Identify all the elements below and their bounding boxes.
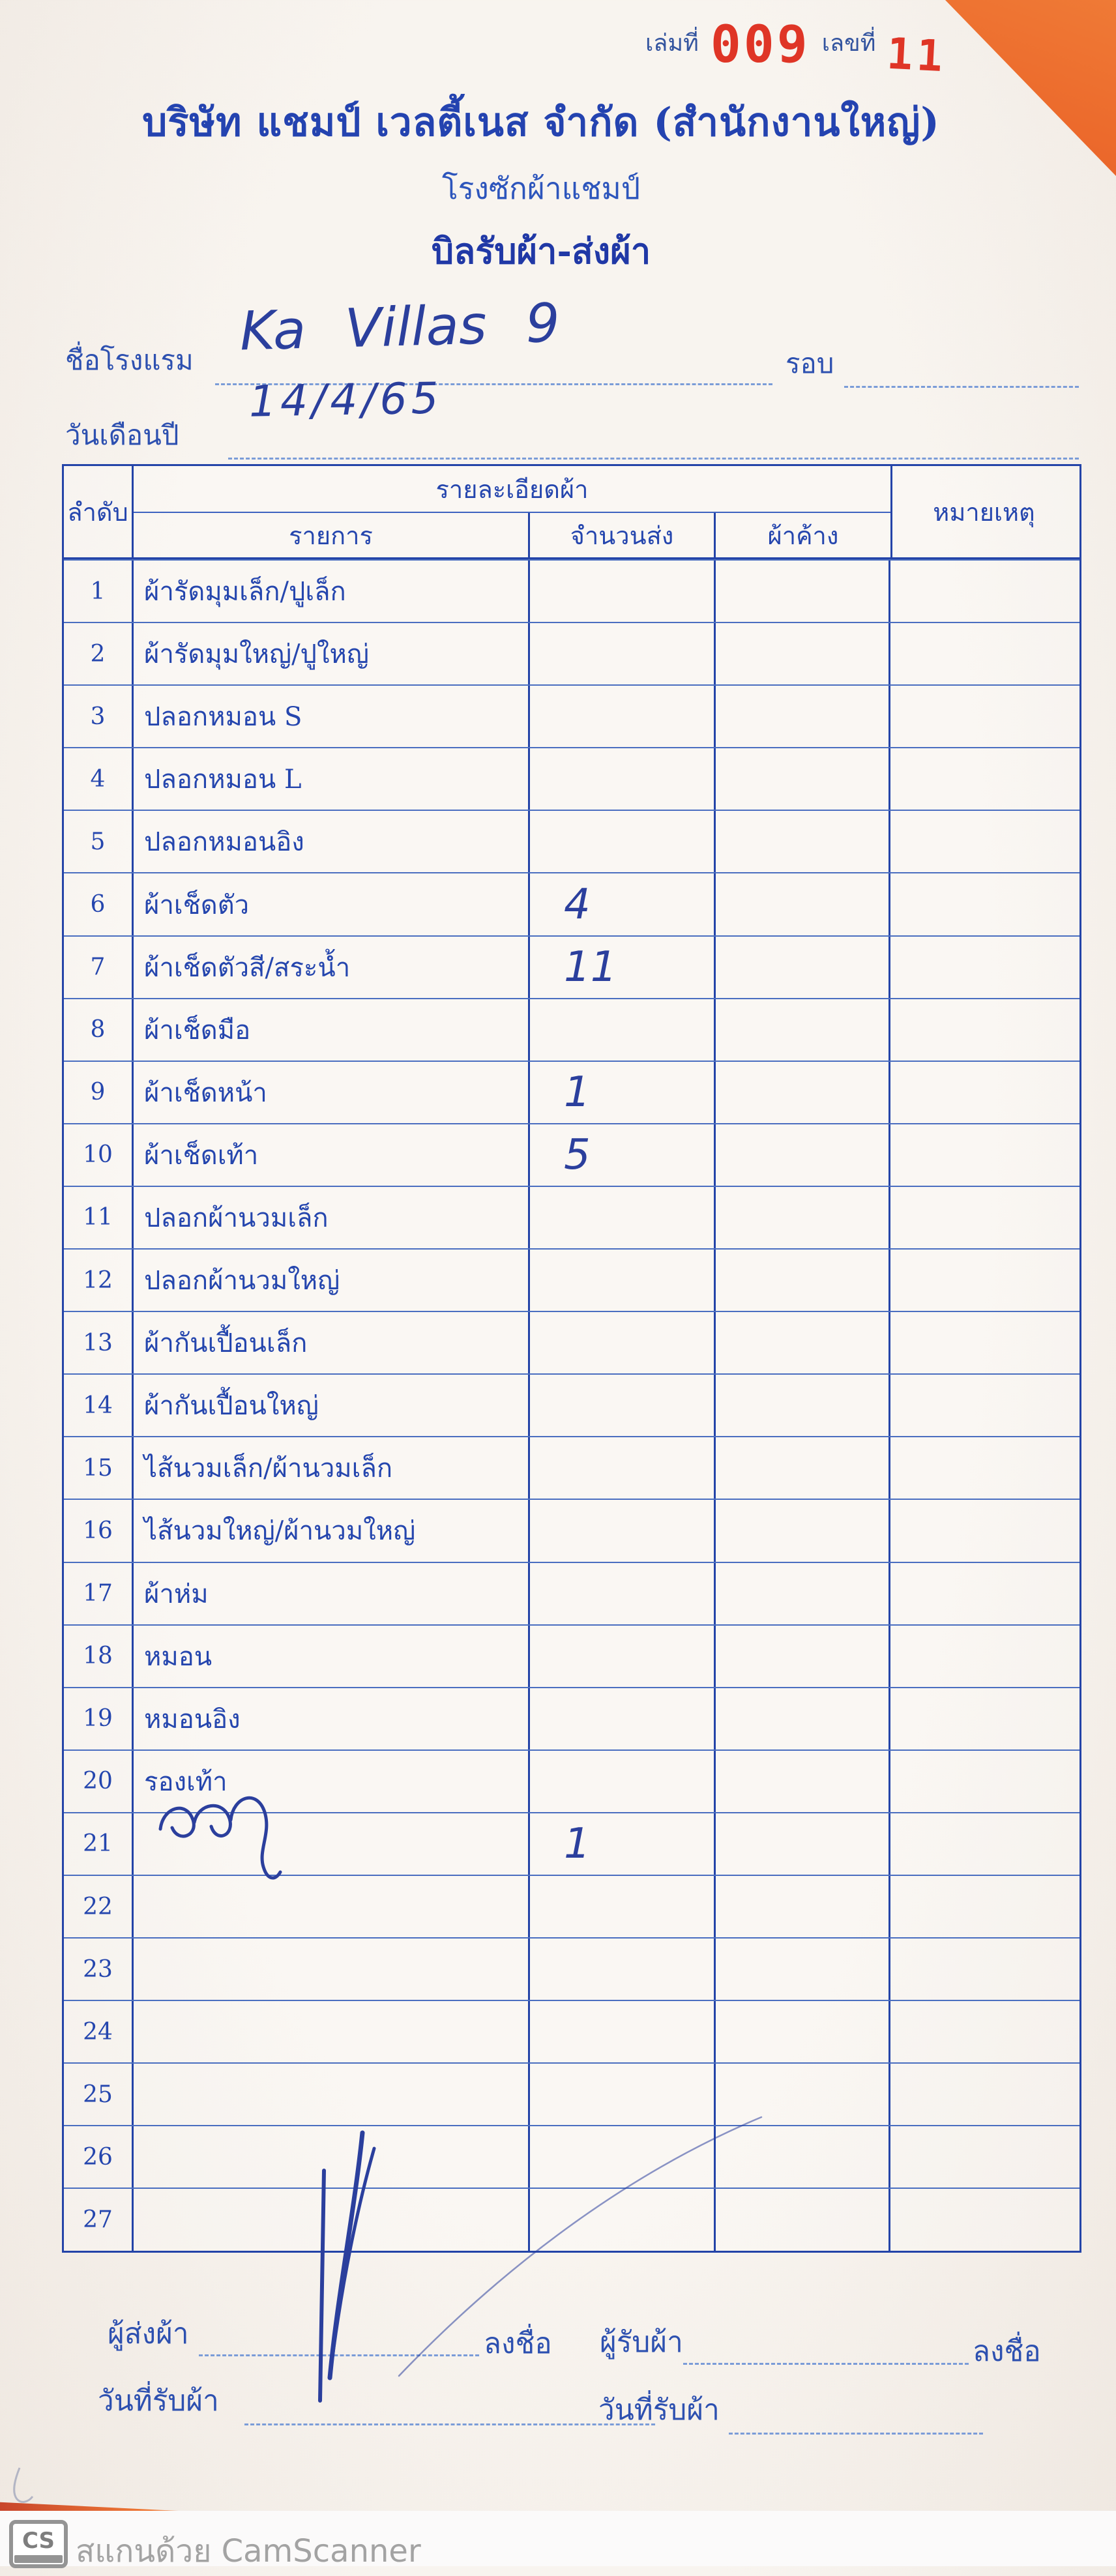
table-row <box>64 747 1079 810</box>
item-name: ผ้ารัดมุมใหญ่/ปูใหญ่ <box>134 623 530 684</box>
company-name: บริษัท แชมป์ เวลตี้เนส จำกัด (สำนักงานใหญ่) <box>142 100 940 145</box>
laundry-table <box>62 464 1081 2253</box>
camscanner-watermark-text: สแกนด้วย CamScanner <box>76 2533 421 2569</box>
pending-value <box>716 1939 890 2000</box>
table-body <box>64 559 1079 2251</box>
item-name <box>134 2001 530 2062</box>
row-number: 12 <box>64 1250 134 1311</box>
pending-value <box>716 1312 890 1373</box>
table-row <box>64 872 1079 935</box>
remark-value <box>890 2001 1076 2062</box>
date-fill-line <box>228 458 1079 460</box>
hotel-label: ชื่อโรงแรม <box>65 344 194 376</box>
col-header-remark: หมายเหตุ <box>890 466 1076 557</box>
remark-value <box>890 937 1076 998</box>
table-row <box>64 1311 1079 1373</box>
item-name: หมอนอิง <box>134 1688 530 1749</box>
row-number: 3 <box>64 686 134 747</box>
remark-value <box>890 623 1076 684</box>
remark-value <box>890 1813 1076 1875</box>
row-number: 23 <box>64 1939 134 2000</box>
qty-sent-value <box>530 686 716 747</box>
remark-value <box>890 1626 1076 1687</box>
qty-sent-value <box>530 999 716 1061</box>
row-number: 27 <box>64 2189 134 2250</box>
remark-value <box>890 811 1076 872</box>
row-number: 1 <box>64 561 134 622</box>
row-number: 26 <box>64 2126 134 2188</box>
table-row <box>64 998 1079 1061</box>
remark-value <box>890 686 1076 747</box>
row-number: 21 <box>64 1813 134 1875</box>
item-name: ผ้าเช็ดตัวสี/สระน้ำ <box>134 937 530 998</box>
item-name: ไส้นวมใหญ่/ผ้านวมใหญ่ <box>134 1500 530 1561</box>
table-row <box>64 1186 1079 1248</box>
col-header-no: ลำดับ <box>64 466 134 557</box>
qty-sent-value: 11 <box>530 937 716 998</box>
date-received-label-right: วันที่รับผ้า <box>598 2393 720 2427</box>
laundry-name: โรงซักผ้าแชมป์ <box>441 171 641 206</box>
date-received-label-left: วันที่รับผ้า <box>98 2384 219 2418</box>
book-number-stamp: 009 <box>710 16 810 74</box>
col-header-details: รายละเอียดผ้า <box>134 466 890 513</box>
pending-value <box>716 1751 890 1812</box>
table-row <box>64 1499 1079 1561</box>
remark-value <box>890 1876 1076 1937</box>
item-name: ผ้าเช็ดตัว <box>134 873 530 935</box>
row-number: 19 <box>64 1688 134 1749</box>
item-name <box>134 2126 530 2188</box>
book-number-line <box>645 16 948 82</box>
item-name <box>134 2064 530 2125</box>
table-row <box>64 1373 1079 1436</box>
pending-value <box>716 1688 890 1749</box>
remark-value <box>890 561 1076 622</box>
row-number: 9 <box>64 1062 134 1123</box>
row-number: 6 <box>64 873 134 935</box>
qty-sent-value <box>530 2126 716 2188</box>
item-name: ปลอกหมอน S <box>134 686 530 747</box>
col-header-pending: ผ้าค้าง <box>767 521 839 550</box>
qty-sent-value: 1 <box>530 1813 716 1875</box>
remark-value <box>890 1939 1076 2000</box>
pending-value <box>716 561 890 622</box>
receiver-label: ผู้รับผ้า <box>600 2326 683 2359</box>
qty-sent-value: 1 <box>530 1062 716 1123</box>
pending-value <box>716 873 890 935</box>
pending-value <box>716 937 890 998</box>
row-number: 11 <box>64 1187 134 1248</box>
pending-value <box>716 2126 890 2188</box>
pending-value <box>716 1563 890 1624</box>
table-row <box>64 1562 1079 1624</box>
receiver-fill-line <box>683 2363 969 2365</box>
remark-value <box>890 999 1076 1061</box>
row-number: 10 <box>64 1124 134 1186</box>
book-label: เล่มที่ <box>645 30 699 57</box>
table-row <box>64 2188 1079 2250</box>
pending-value <box>716 1187 890 1248</box>
round-label: รอบ <box>786 347 834 379</box>
table-row <box>64 1875 1079 1937</box>
camscanner-logo-base <box>14 2555 63 2563</box>
pending-value <box>716 1250 890 1311</box>
table-row <box>64 1687 1079 1749</box>
remark-value <box>890 1563 1076 1624</box>
row-number: 2 <box>64 623 134 684</box>
document-title: บิลรับผ้า-ส่งผ้า <box>431 230 651 272</box>
table-row <box>64 1749 1079 1812</box>
row-number: 8 <box>64 999 134 1061</box>
pending-value <box>716 2064 890 2125</box>
col-header-qty-sent: จำนวนส่ง <box>530 513 716 557</box>
qty-sent-value <box>530 811 716 872</box>
item-name: ปลอกผ้านวมเล็ก <box>134 1187 530 1248</box>
row-number: 7 <box>64 937 134 998</box>
stray-pen-mark <box>14 2468 33 2502</box>
camscanner-logo-letters: CS <box>22 2528 55 2554</box>
qty-sent-value: 4 <box>530 873 716 935</box>
item-name: ไส้นวมเล็ก/ผ้านวมเล็ก <box>134 1437 530 1499</box>
row-number: 4 <box>64 748 134 810</box>
bill-number-stamp: 11 <box>885 28 948 82</box>
date-label: วันเดือนปี <box>65 419 179 451</box>
table-row <box>64 559 1079 622</box>
table-row <box>64 1123 1079 1186</box>
item-name: ปลอกหมอนอิง <box>134 811 530 872</box>
item-name: ปลอกผ้านวมใหญ่ <box>134 1250 530 1311</box>
pending-value <box>716 1626 890 1687</box>
remark-value <box>890 2189 1076 2250</box>
pending-value <box>716 1124 890 1186</box>
remark-value <box>890 1187 1076 1248</box>
table-row <box>64 1436 1079 1499</box>
pending-value <box>716 748 890 810</box>
remark-value <box>890 2064 1076 2125</box>
remark-value <box>890 1437 1076 1499</box>
row-number: 15 <box>64 1437 134 1499</box>
qty-sent-value <box>530 1250 716 1311</box>
remark-value <box>890 1250 1076 1311</box>
table-row <box>64 2000 1079 2062</box>
row-number: 24 <box>64 2001 134 2062</box>
qty-sent-value <box>530 561 716 622</box>
row-number: 14 <box>64 1375 134 1436</box>
item-name: ผ้ากันเปื้อนเล็ก <box>134 1312 530 1373</box>
table-row <box>64 1624 1079 1687</box>
qty-sent-value <box>530 623 716 684</box>
table-row <box>64 2125 1079 2188</box>
remark-value <box>890 1500 1076 1561</box>
remark-value <box>890 873 1076 935</box>
item-name <box>134 1813 530 1875</box>
item-name: ผ้าเช็ดมือ <box>134 999 530 1061</box>
date-received-fill-left <box>244 2423 655 2425</box>
qty-sent-value <box>530 2064 716 2125</box>
round-fill-line <box>844 386 1079 388</box>
qty-sent-value: 5 <box>530 1124 716 1186</box>
item-name <box>134 1876 530 1937</box>
pending-value <box>716 1876 890 1937</box>
pending-value <box>716 1437 890 1499</box>
row-number: 20 <box>64 1751 134 1812</box>
row-number: 5 <box>64 811 134 872</box>
remark-value <box>890 1062 1076 1123</box>
remark-value <box>890 1375 1076 1436</box>
date-received-fill-right <box>729 2433 983 2435</box>
table-row <box>64 622 1079 684</box>
qty-sent-value <box>530 748 716 810</box>
number-label: เลขที่ <box>821 30 876 57</box>
table-header <box>64 466 1079 559</box>
camscanner-logo <box>9 2520 68 2568</box>
item-name: ผ้ากันเปื้อนใหญ่ <box>134 1375 530 1436</box>
item-name: ผ้าเช็ดเท้า <box>134 1124 530 1186</box>
pending-value <box>716 1062 890 1123</box>
qty-sent-value <box>530 1626 716 1687</box>
row-number: 18 <box>64 1626 134 1687</box>
row-number: 25 <box>64 2064 134 2125</box>
qty-sent-value <box>530 1688 716 1749</box>
date-handwriting: 14/4/65 <box>248 373 443 427</box>
table-row <box>64 1812 1079 1875</box>
remark-value <box>890 748 1076 810</box>
remark-value <box>890 1312 1076 1373</box>
remark-value <box>890 2126 1076 2188</box>
qty-sent-value <box>530 1751 716 1812</box>
table-row <box>64 2062 1079 2125</box>
item-name: ผ้ารัดมุมเล็ก/ปูเล็ก <box>134 561 530 622</box>
hotel-name-handwriting: Ka Villas 9 <box>239 292 561 363</box>
pending-value <box>716 1500 890 1561</box>
row-number: 22 <box>64 1876 134 1937</box>
qty-sent-value <box>530 2001 716 2062</box>
item-name: ปลอกหมอน L <box>134 748 530 810</box>
item-name: รองเท้า <box>134 1751 530 1812</box>
sender-label: ผู้ส่งผ้า <box>108 2317 189 2350</box>
qty-sent-value <box>530 1312 716 1373</box>
col-header-item: รายการ <box>134 513 530 557</box>
table-row <box>64 684 1079 747</box>
pending-value <box>716 1375 890 1436</box>
pending-value <box>716 2189 890 2250</box>
qty-sent-value <box>530 1876 716 1937</box>
pending-value <box>716 2001 890 2062</box>
qty-sent-value <box>530 1375 716 1436</box>
header-titles <box>0 91 1082 279</box>
item-name <box>134 1939 530 2000</box>
remark-value <box>890 1751 1076 1812</box>
remark-value <box>890 1124 1076 1186</box>
qty-sent-value <box>530 1500 716 1561</box>
qty-sent-value <box>530 1187 716 1248</box>
table-row <box>64 1937 1079 2000</box>
pending-value <box>716 999 890 1061</box>
qty-sent-value <box>530 2189 716 2250</box>
pending-value <box>716 686 890 747</box>
item-name: ผ้าเช็ดหน้า <box>134 1062 530 1123</box>
qty-sent-value <box>530 1563 716 1624</box>
table-row <box>64 1061 1079 1123</box>
pending-value <box>716 1813 890 1875</box>
sign-label-left: ลงชื่อ <box>484 2327 552 2360</box>
item-name: หมอน <box>134 1626 530 1687</box>
row-number: 16 <box>64 1500 134 1561</box>
table-row <box>64 810 1079 872</box>
sender-fill-line <box>199 2354 479 2356</box>
row-number: 17 <box>64 1563 134 1624</box>
item-name <box>134 2189 530 2250</box>
row-number: 13 <box>64 1312 134 1373</box>
qty-sent-value <box>530 1437 716 1499</box>
pending-value <box>716 623 890 684</box>
item-name: ผ้าห่ม <box>134 1563 530 1624</box>
table-row <box>64 935 1079 998</box>
qty-sent-value <box>530 1939 716 2000</box>
pending-value <box>716 811 890 872</box>
sign-label-right: ลงชื่อ <box>973 2335 1041 2368</box>
remark-value <box>890 1688 1076 1749</box>
table-row <box>64 1248 1079 1311</box>
